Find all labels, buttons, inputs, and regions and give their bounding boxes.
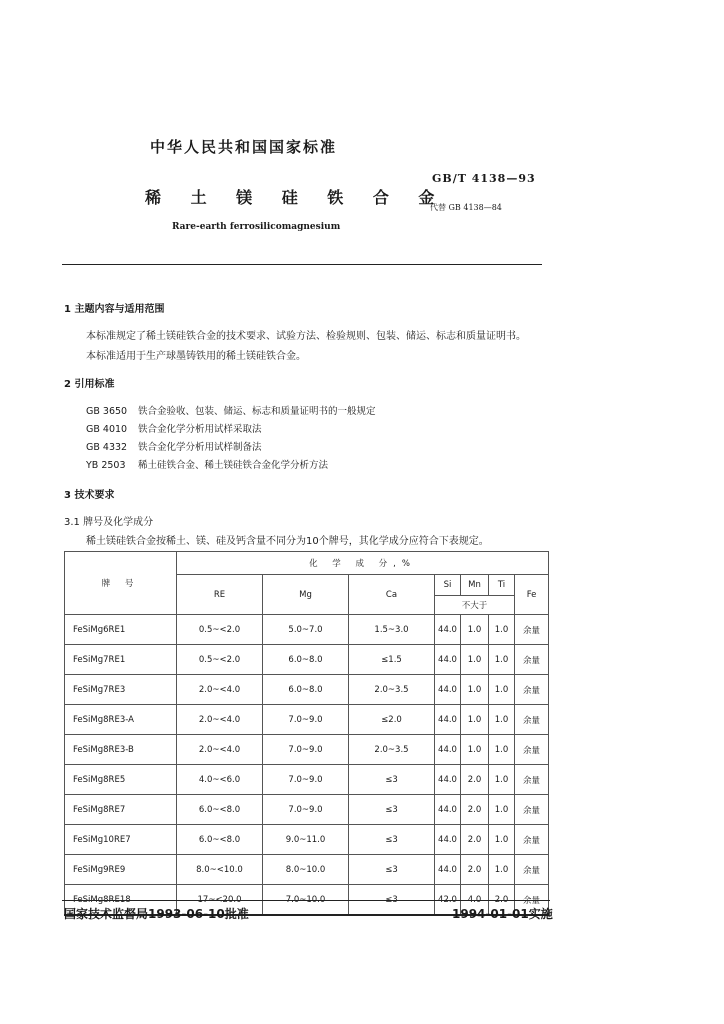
cell-si: 44.0 [435,795,461,825]
reference-number: GB 3650 [86,406,128,417]
section-1-para-1: 本标准规定了稀土镁硅铁合金的技术要求、试验方法、检验规则、包装、储运、标志和质量证明书。 [86,331,526,342]
cell-grade: FeSiMg8RE7 [65,795,177,825]
table-row [65,855,549,885]
cell-ca: ≤1.5 [349,645,435,675]
cell-re: 2.0~<4.0 [177,705,263,735]
cell-grade: FeSiMg7RE3 [65,675,177,705]
cell-grade: FeSiMg10RE7 [65,825,177,855]
cell-mg: 7.0~10.0 [263,885,349,916]
cell-si: 44.0 [435,705,461,735]
cell-ti: 1.0 [489,795,515,825]
cell-re: 0.5~<2.0 [177,645,263,675]
cell-mg: 7.0~9.0 [263,705,349,735]
cell-si: 44.0 [435,675,461,705]
cell-ca: ≤3 [349,825,435,855]
cell-ca: ≤3 [349,765,435,795]
cell-mn: 1.0 [461,675,489,705]
cell-re: 6.0~<8.0 [177,795,263,825]
cell-grade: FeSiMg8RE3-B [65,735,177,765]
cell-ca: ≤3 [349,885,435,916]
section-1-heading: 1 主题内容与适用范围 [64,304,165,315]
cell-mn: 2.0 [461,765,489,795]
cell-mn: 4.0 [461,885,489,916]
section-3-1-para: 稀土镁硅铁合金按稀土、镁、硅及钙含量不同分为10个牌号，其化学成分应符合下表规定。 [86,536,489,547]
cell-grade: FeSiMg7RE1 [65,645,177,675]
cell-fe: 余量 [515,765,549,795]
cell-fe: 余量 [515,855,549,885]
cell-ti: 1.0 [489,615,515,645]
reference-number: YB 2503 [86,460,126,471]
cell-mg: 7.0~9.0 [263,795,349,825]
column-header-ca: Ca [349,575,435,615]
cell-grade: FeSiMg8RE5 [65,765,177,795]
cell-ti: 1.0 [489,765,515,795]
cell-fe: 余量 [515,885,549,916]
cell-ti: 1.0 [489,855,515,885]
table-row [65,645,549,675]
reference-text: 铁合金化学分析用试样制备法 [138,442,262,453]
cell-mn: 2.0 [461,795,489,825]
cell-re: 2.0~<4.0 [177,675,263,705]
cell-si: 44.0 [435,765,461,795]
cell-mn: 1.0 [461,735,489,765]
cell-fe: 余量 [515,615,549,645]
cell-mg: 7.0~9.0 [263,735,349,765]
cell-ti: 1.0 [489,735,515,765]
cell-mg: 6.0~8.0 [263,675,349,705]
reference-number: GB 4332 [86,442,128,453]
section-1-para-2: 本标准适用于生产球墨铸铁用的稀土镁硅铁合金。 [86,351,306,362]
reference-item [86,439,262,453]
cell-mn: 1.0 [461,705,489,735]
cell-ti: 2.0 [489,885,515,916]
column-header-ti: Ti [489,575,515,596]
cell-re: 8.0~<10.0 [177,855,263,885]
cell-fe: 余量 [515,675,549,705]
table-row [65,765,549,795]
cell-mg: 8.0~10.0 [263,855,349,885]
cell-ti: 1.0 [489,825,515,855]
cell-grade: FeSiMg6RE1 [65,615,177,645]
standard-code: GB/T 4138—93 [432,172,536,185]
replaces-note: 代替 GB 4138—84 [430,203,502,212]
cell-ca: 2.0~3.5 [349,735,435,765]
cell-fe: 余量 [515,705,549,735]
cell-mg: 9.0~11.0 [263,825,349,855]
grade-header: 牌 号 [65,552,177,615]
composition-header: 化 学 成 分,% [177,552,549,575]
cell-fe: 余量 [515,735,549,765]
cell-si: 44.0 [435,645,461,675]
cell-ti: 1.0 [489,705,515,735]
cell-mn: 2.0 [461,825,489,855]
cell-si: 44.0 [435,855,461,885]
column-header-mg: Mg [263,575,349,615]
table-row [65,735,549,765]
reference-number: GB 4010 [86,424,128,435]
reference-item [86,421,262,435]
cell-mg: 5.0~7.0 [263,615,349,645]
cell-ca: ≤3 [349,855,435,885]
cell-ca: 2.0~3.5 [349,675,435,705]
column-header-fe: Fe [515,575,549,615]
cell-mn: 1.0 [461,645,489,675]
cell-fe: 余量 [515,795,549,825]
approval-date: 国家技术监督局1993-06-10批准 [64,907,249,921]
cell-si: 44.0 [435,735,461,765]
cell-si: 44.0 [435,615,461,645]
reference-text: 铁合金验收、包装、储运、标志和质量证明书的一般规定 [138,406,376,417]
cell-ca: ≤3 [349,795,435,825]
national-standard-heading: 中华人民共和国国家标准 [150,138,338,156]
cell-ca: ≤2.0 [349,705,435,735]
footer-divider [62,900,550,901]
cell-re: 2.0~<4.0 [177,735,263,765]
cell-ti: 1.0 [489,645,515,675]
english-title: Rare-earth ferrosilicomagnesium [172,222,341,232]
cell-re: 6.0~<8.0 [177,825,263,855]
cell-mn: 1.0 [461,615,489,645]
header-divider [62,264,542,265]
table-row [65,615,549,645]
section-3-1-heading: 3.1 牌号及化学成分 [64,517,154,528]
cell-si: 44.0 [435,825,461,855]
cell-mn: 2.0 [461,855,489,885]
table-row [65,675,549,705]
not-greater-header: 不大于 [435,596,515,615]
column-header-mn: Mn [461,575,489,596]
section-3-heading: 3 技术要求 [64,490,115,501]
reference-text: 稀土硅铁合金、稀土镁硅铁合金化学分析方法 [138,460,329,471]
reference-item [86,457,328,471]
table-header-row [65,552,549,575]
reference-text: 铁合金化学分析用试样采取法 [138,424,262,435]
cell-si: 42.0 [435,885,461,916]
table-row [65,825,549,855]
table-row [65,795,549,825]
chemical-composition-table [64,551,549,916]
cell-grade: FeSiMg8RE3-A [65,705,177,735]
cell-grade: FeSiMg9RE9 [65,855,177,885]
table-row [65,705,549,735]
cell-fe: 余量 [515,825,549,855]
cell-grade: FeSiMg8RE18 [65,885,177,916]
column-header-re: RE [177,575,263,615]
cell-mg: 6.0~8.0 [263,645,349,675]
cell-mg: 7.0~9.0 [263,765,349,795]
cell-ti: 1.0 [489,675,515,705]
cell-re: 17~<20.0 [177,885,263,916]
document-title: 稀 土 镁 硅 铁 合 金 [145,188,447,207]
cell-re: 0.5~<2.0 [177,615,263,645]
effective-date: 1994-01-01实施 [452,907,553,921]
cell-re: 4.0~<6.0 [177,765,263,795]
cell-ca: 1.5~3.0 [349,615,435,645]
section-2-heading: 2 引用标准 [64,379,115,390]
cell-fe: 余量 [515,645,549,675]
reference-item [86,403,376,417]
column-header-si: Si [435,575,461,596]
